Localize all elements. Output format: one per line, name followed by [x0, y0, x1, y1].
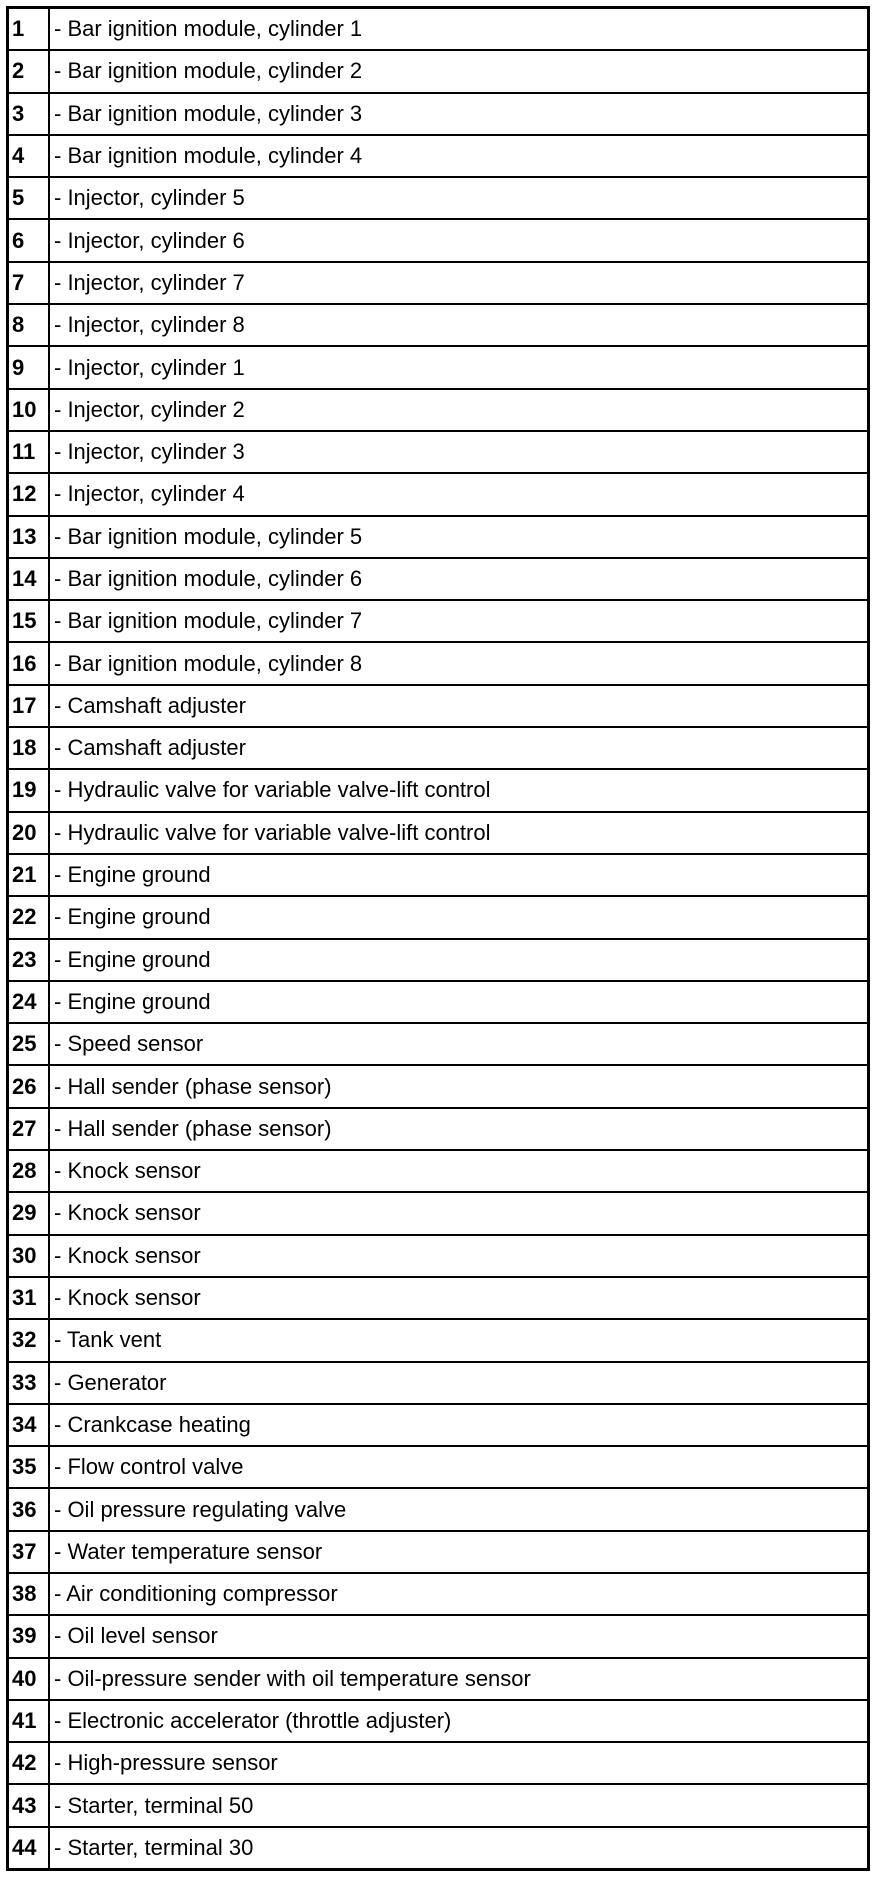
legend-item-number: 8: [8, 304, 50, 346]
legend-item-number: 7: [8, 262, 50, 304]
legend-item-number: 36: [8, 1488, 50, 1530]
legend-row: [8, 1065, 869, 1107]
legend-table-body: [8, 8, 869, 1870]
legend-row: [8, 600, 869, 642]
legend-item-description: - Injector, cylinder 6: [49, 219, 869, 261]
legend-item-description: - Starter, terminal 30: [49, 1827, 869, 1870]
legend-item-number: 23: [8, 939, 50, 981]
legend-item-description: - Injector, cylinder 3: [49, 431, 869, 473]
legend-row: [8, 1784, 869, 1826]
legend-row: [8, 304, 869, 346]
legend-row: [8, 1658, 869, 1700]
legend-item-description: - Oil-pressure sender with oil temperature sensor: [49, 1658, 869, 1700]
legend-row: [8, 516, 869, 558]
legend-row: [8, 896, 869, 938]
legend-item-number: 14: [8, 558, 50, 600]
legend-item-description: - Bar ignition module, cylinder 4: [49, 135, 869, 177]
legend-item-description: - Injector, cylinder 7: [49, 262, 869, 304]
legend-item-number: 5: [8, 177, 50, 219]
legend-row: [8, 1319, 869, 1361]
legend-item-number: 13: [8, 516, 50, 558]
legend-item-number: 39: [8, 1615, 50, 1657]
legend-item-description: - Injector, cylinder 5: [49, 177, 869, 219]
legend-item-description: - Bar ignition module, cylinder 2: [49, 50, 869, 92]
legend-row: [8, 50, 869, 92]
legend-row: [8, 642, 869, 684]
legend-row: [8, 431, 869, 473]
legend-row: [8, 1488, 869, 1530]
legend-item-description: - Injector, cylinder 1: [49, 346, 869, 388]
legend-item-number: 16: [8, 642, 50, 684]
legend-row: [8, 93, 869, 135]
legend-item-number: 20: [8, 812, 50, 854]
legend-row: [8, 8, 869, 51]
legend-item-number: 19: [8, 769, 50, 811]
legend-item-number: 2: [8, 50, 50, 92]
legend-item-number: 24: [8, 981, 50, 1023]
legend-item-description: - Injector, cylinder 8: [49, 304, 869, 346]
legend-item-description: - Bar ignition module, cylinder 1: [49, 8, 869, 51]
legend-item-number: 12: [8, 473, 50, 515]
legend-row: [8, 812, 869, 854]
legend-row: [8, 1615, 869, 1657]
legend-row: [8, 769, 869, 811]
legend-item-description: - Engine ground: [49, 896, 869, 938]
legend-row: [8, 135, 869, 177]
legend-row: [8, 262, 869, 304]
legend-row: [8, 346, 869, 388]
legend-item-description: - Camshaft adjuster: [49, 727, 869, 769]
legend-item-description: - Crankcase heating: [49, 1404, 869, 1446]
legend-item-description: - Hydraulic valve for variable valve-lift control: [49, 812, 869, 854]
legend-row: [8, 1277, 869, 1319]
legend-item-number: 1: [8, 8, 50, 51]
legend-item-number: 35: [8, 1446, 50, 1488]
legend-item-number: 41: [8, 1700, 50, 1742]
legend-item-number: 42: [8, 1742, 50, 1784]
legend-item-number: 28: [8, 1150, 50, 1192]
legend-row: [8, 219, 869, 261]
legend-item-description: - Engine ground: [49, 939, 869, 981]
legend-item-description: - Knock sensor: [49, 1277, 869, 1319]
legend-item-description: - Bar ignition module, cylinder 3: [49, 93, 869, 135]
legend-item-description: - Hall sender (phase sensor): [49, 1108, 869, 1150]
legend-item-description: - Oil level sensor: [49, 1615, 869, 1657]
legend-item-description: - Injector, cylinder 4: [49, 473, 869, 515]
legend-row: [8, 1700, 869, 1742]
legend-item-description: - Speed sensor: [49, 1023, 869, 1065]
legend-item-number: 32: [8, 1319, 50, 1361]
legend-row: [8, 1150, 869, 1192]
legend-item-number: 29: [8, 1192, 50, 1234]
legend-item-number: 15: [8, 600, 50, 642]
legend-item-description: - Engine ground: [49, 854, 869, 896]
legend-item-number: 10: [8, 389, 50, 431]
legend-row: [8, 558, 869, 600]
legend-item-number: 26: [8, 1065, 50, 1107]
legend-row: [8, 1192, 869, 1234]
legend-item-description: - Air conditioning compressor: [49, 1573, 869, 1615]
legend-item-number: 4: [8, 135, 50, 177]
legend-item-number: 18: [8, 727, 50, 769]
legend-item-description: - Bar ignition module, cylinder 7: [49, 600, 869, 642]
legend-item-number: 17: [8, 685, 50, 727]
legend-row: [8, 1404, 869, 1446]
legend-item-description: - Engine ground: [49, 981, 869, 1023]
legend-item-description: - Bar ignition module, cylinder 8: [49, 642, 869, 684]
legend-row: [8, 1362, 869, 1404]
legend-row: [8, 1235, 869, 1277]
legend-item-number: 25: [8, 1023, 50, 1065]
legend-item-number: 3: [8, 93, 50, 135]
legend-row: [8, 981, 869, 1023]
legend-sheet: [6, 6, 870, 1871]
legend-item-number: 6: [8, 219, 50, 261]
legend-item-number: 34: [8, 1404, 50, 1446]
legend-item-number: 38: [8, 1573, 50, 1615]
component-legend-table: [6, 6, 870, 1871]
legend-row: [8, 1023, 869, 1065]
legend-row: [8, 177, 869, 219]
legend-item-description: - Knock sensor: [49, 1235, 869, 1277]
legend-row: [8, 473, 869, 515]
legend-row: [8, 389, 869, 431]
legend-row: [8, 1742, 869, 1784]
legend-row: [8, 1108, 869, 1150]
legend-item-description: - Bar ignition module, cylinder 5: [49, 516, 869, 558]
legend-item-number: 9: [8, 346, 50, 388]
legend-item-number: 30: [8, 1235, 50, 1277]
legend-item-description: - Camshaft adjuster: [49, 685, 869, 727]
legend-item-description: - Oil pressure regulating valve: [49, 1488, 869, 1530]
legend-item-description: - High-pressure sensor: [49, 1742, 869, 1784]
legend-item-number: 44: [8, 1827, 50, 1870]
legend-item-description: - Flow control valve: [49, 1446, 869, 1488]
legend-item-number: 21: [8, 854, 50, 896]
legend-item-description: - Injector, cylinder 2: [49, 389, 869, 431]
legend-item-number: 40: [8, 1658, 50, 1700]
legend-item-description: - Electronic accelerator (throttle adjuster): [49, 1700, 869, 1742]
legend-row: [8, 1531, 869, 1573]
legend-item-number: 11: [8, 431, 50, 473]
legend-item-number: 33: [8, 1362, 50, 1404]
legend-item-description: - Hydraulic valve for variable valve-lift control: [49, 769, 869, 811]
legend-item-number: 37: [8, 1531, 50, 1573]
legend-item-number: 22: [8, 896, 50, 938]
legend-row: [8, 1573, 869, 1615]
legend-item-description: - Bar ignition module, cylinder 6: [49, 558, 869, 600]
legend-item-number: 43: [8, 1784, 50, 1826]
legend-row: [8, 1827, 869, 1870]
legend-item-number: 31: [8, 1277, 50, 1319]
legend-item-description: - Knock sensor: [49, 1150, 869, 1192]
legend-row: [8, 727, 869, 769]
legend-row: [8, 1446, 869, 1488]
legend-item-description: - Knock sensor: [49, 1192, 869, 1234]
legend-item-description: - Water temperature sensor: [49, 1531, 869, 1573]
legend-item-description: - Hall sender (phase sensor): [49, 1065, 869, 1107]
legend-item-description: - Tank vent: [49, 1319, 869, 1361]
legend-row: [8, 939, 869, 981]
legend-item-description: - Generator: [49, 1362, 869, 1404]
legend-row: [8, 854, 869, 896]
legend-row: [8, 685, 869, 727]
legend-item-number: 27: [8, 1108, 50, 1150]
legend-item-description: - Starter, terminal 50: [49, 1784, 869, 1826]
